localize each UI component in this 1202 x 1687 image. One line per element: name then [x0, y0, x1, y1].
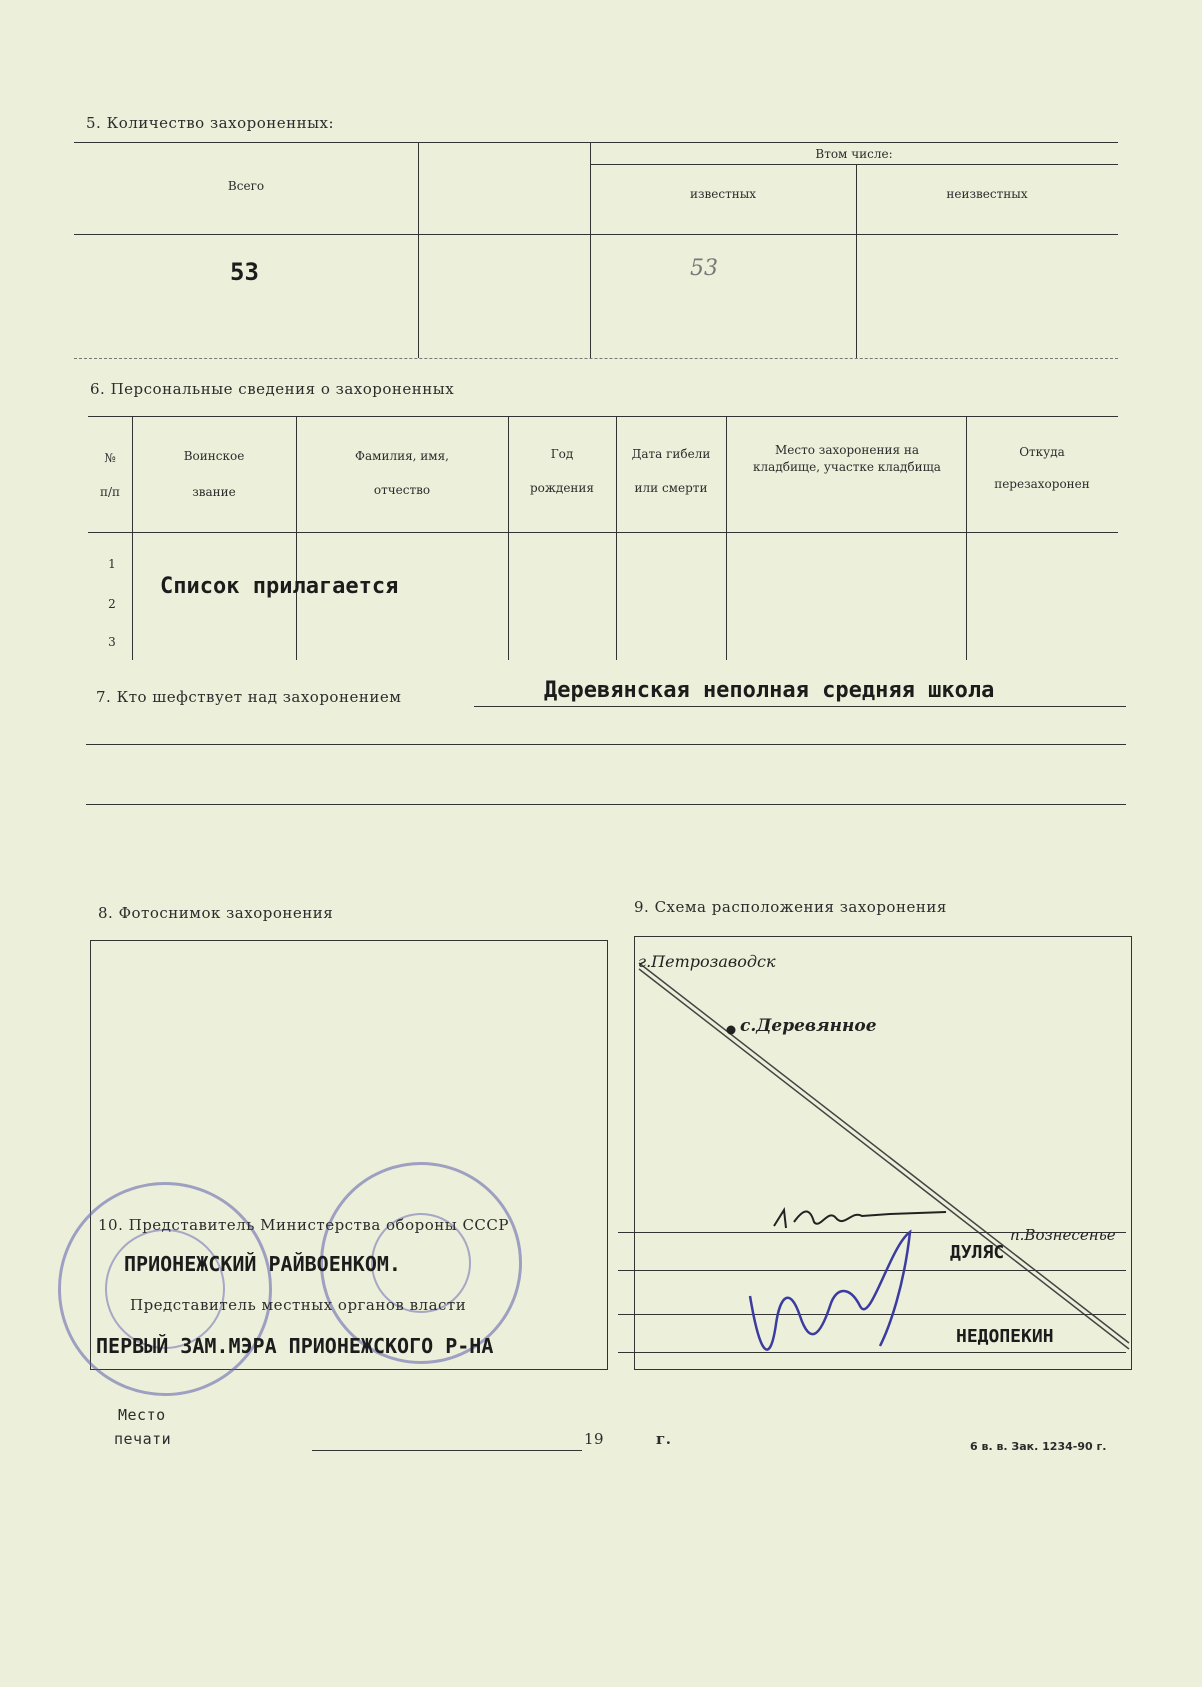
attached-list-note: Список прилагается — [160, 574, 399, 599]
date-line — [312, 1450, 582, 1451]
header-known: известных — [689, 187, 757, 201]
section-10-title: 10. Представитель Министерства обороны СССР — [98, 1216, 509, 1234]
header-including: Втом числе: — [815, 147, 893, 161]
header-from-2: перезахоронен — [994, 477, 1090, 491]
header-rank-1: Воинское — [183, 449, 245, 463]
header-num-1: № — [104, 451, 116, 465]
blank-line — [86, 744, 1126, 745]
section-7-label: 7. Кто шефствует над захоронением — [96, 688, 402, 706]
section-6-title: 6. Персональные сведения о захороненных — [90, 380, 455, 398]
known-count-value: 53 — [690, 256, 718, 281]
date-year-prefix: 19 — [584, 1430, 605, 1448]
row-number: 1 — [108, 557, 116, 571]
local-authority-organization: ПЕРВЫЙ ЗАМ.МЭРА ПРИОНЕЖСКОГО Р-НА — [96, 1334, 494, 1358]
header-death-2: или смерти — [634, 481, 708, 495]
village-dot — [727, 1026, 736, 1035]
section-9-title: 9. Схема расположения захоронения — [634, 898, 947, 916]
seal-place-label-1: Место — [118, 1406, 166, 1424]
total-count-value: 53 — [230, 258, 259, 286]
scheme-label-start: г.Петрозаводск — [638, 952, 776, 971]
header-year-1: Год — [550, 447, 574, 461]
header-name-2: отчество — [373, 483, 431, 497]
patron-value: Деревянская неполная средняя школа — [544, 678, 995, 703]
local-signature — [740, 1226, 930, 1376]
scheme-label-village: с.Деревянное — [740, 1016, 877, 1036]
header-name-1: Фамилия, имя, — [355, 449, 449, 463]
local-rep-name: НЕДОПЕКИН — [956, 1326, 1054, 1347]
header-total: Всего — [227, 179, 265, 193]
row-number: 2 — [108, 597, 116, 611]
date-year-g: г. — [656, 1430, 672, 1448]
ministry-organization: ПРИОНЕЖСКИЙ РАЙВОЕНКОМ. — [124, 1252, 401, 1276]
header-death-1: Дата гибели — [631, 447, 711, 461]
blank-line — [86, 804, 1126, 805]
header-from-1: Откуда — [1019, 445, 1065, 459]
header-unknown: неизвестных — [946, 187, 1028, 201]
header-place: Место захоронения на кладбище, участке кладбища — [753, 443, 941, 474]
patron-line — [474, 706, 1126, 707]
print-info: 6 в. в. Зак. 1234-90 г. — [970, 1440, 1107, 1453]
local-authority-label: Представитель местных органов власти — [130, 1296, 467, 1314]
scheme-label-end: п.Вознесенье — [1010, 1226, 1116, 1244]
district-military-seal — [58, 1182, 272, 1396]
header-year-2: рождения — [529, 481, 594, 495]
section-5-title: 5. Количество захороненных: — [86, 114, 335, 132]
seal-place-label-2: печати — [114, 1430, 172, 1448]
section-8-title: 8. Фотоснимок захоронения — [98, 904, 334, 922]
header-rank-2: звание — [192, 485, 236, 499]
ministry-rep-name: ДУЛЯС — [950, 1242, 1005, 1263]
header-num-2: п/п — [99, 485, 121, 499]
row-number: 3 — [108, 635, 116, 649]
